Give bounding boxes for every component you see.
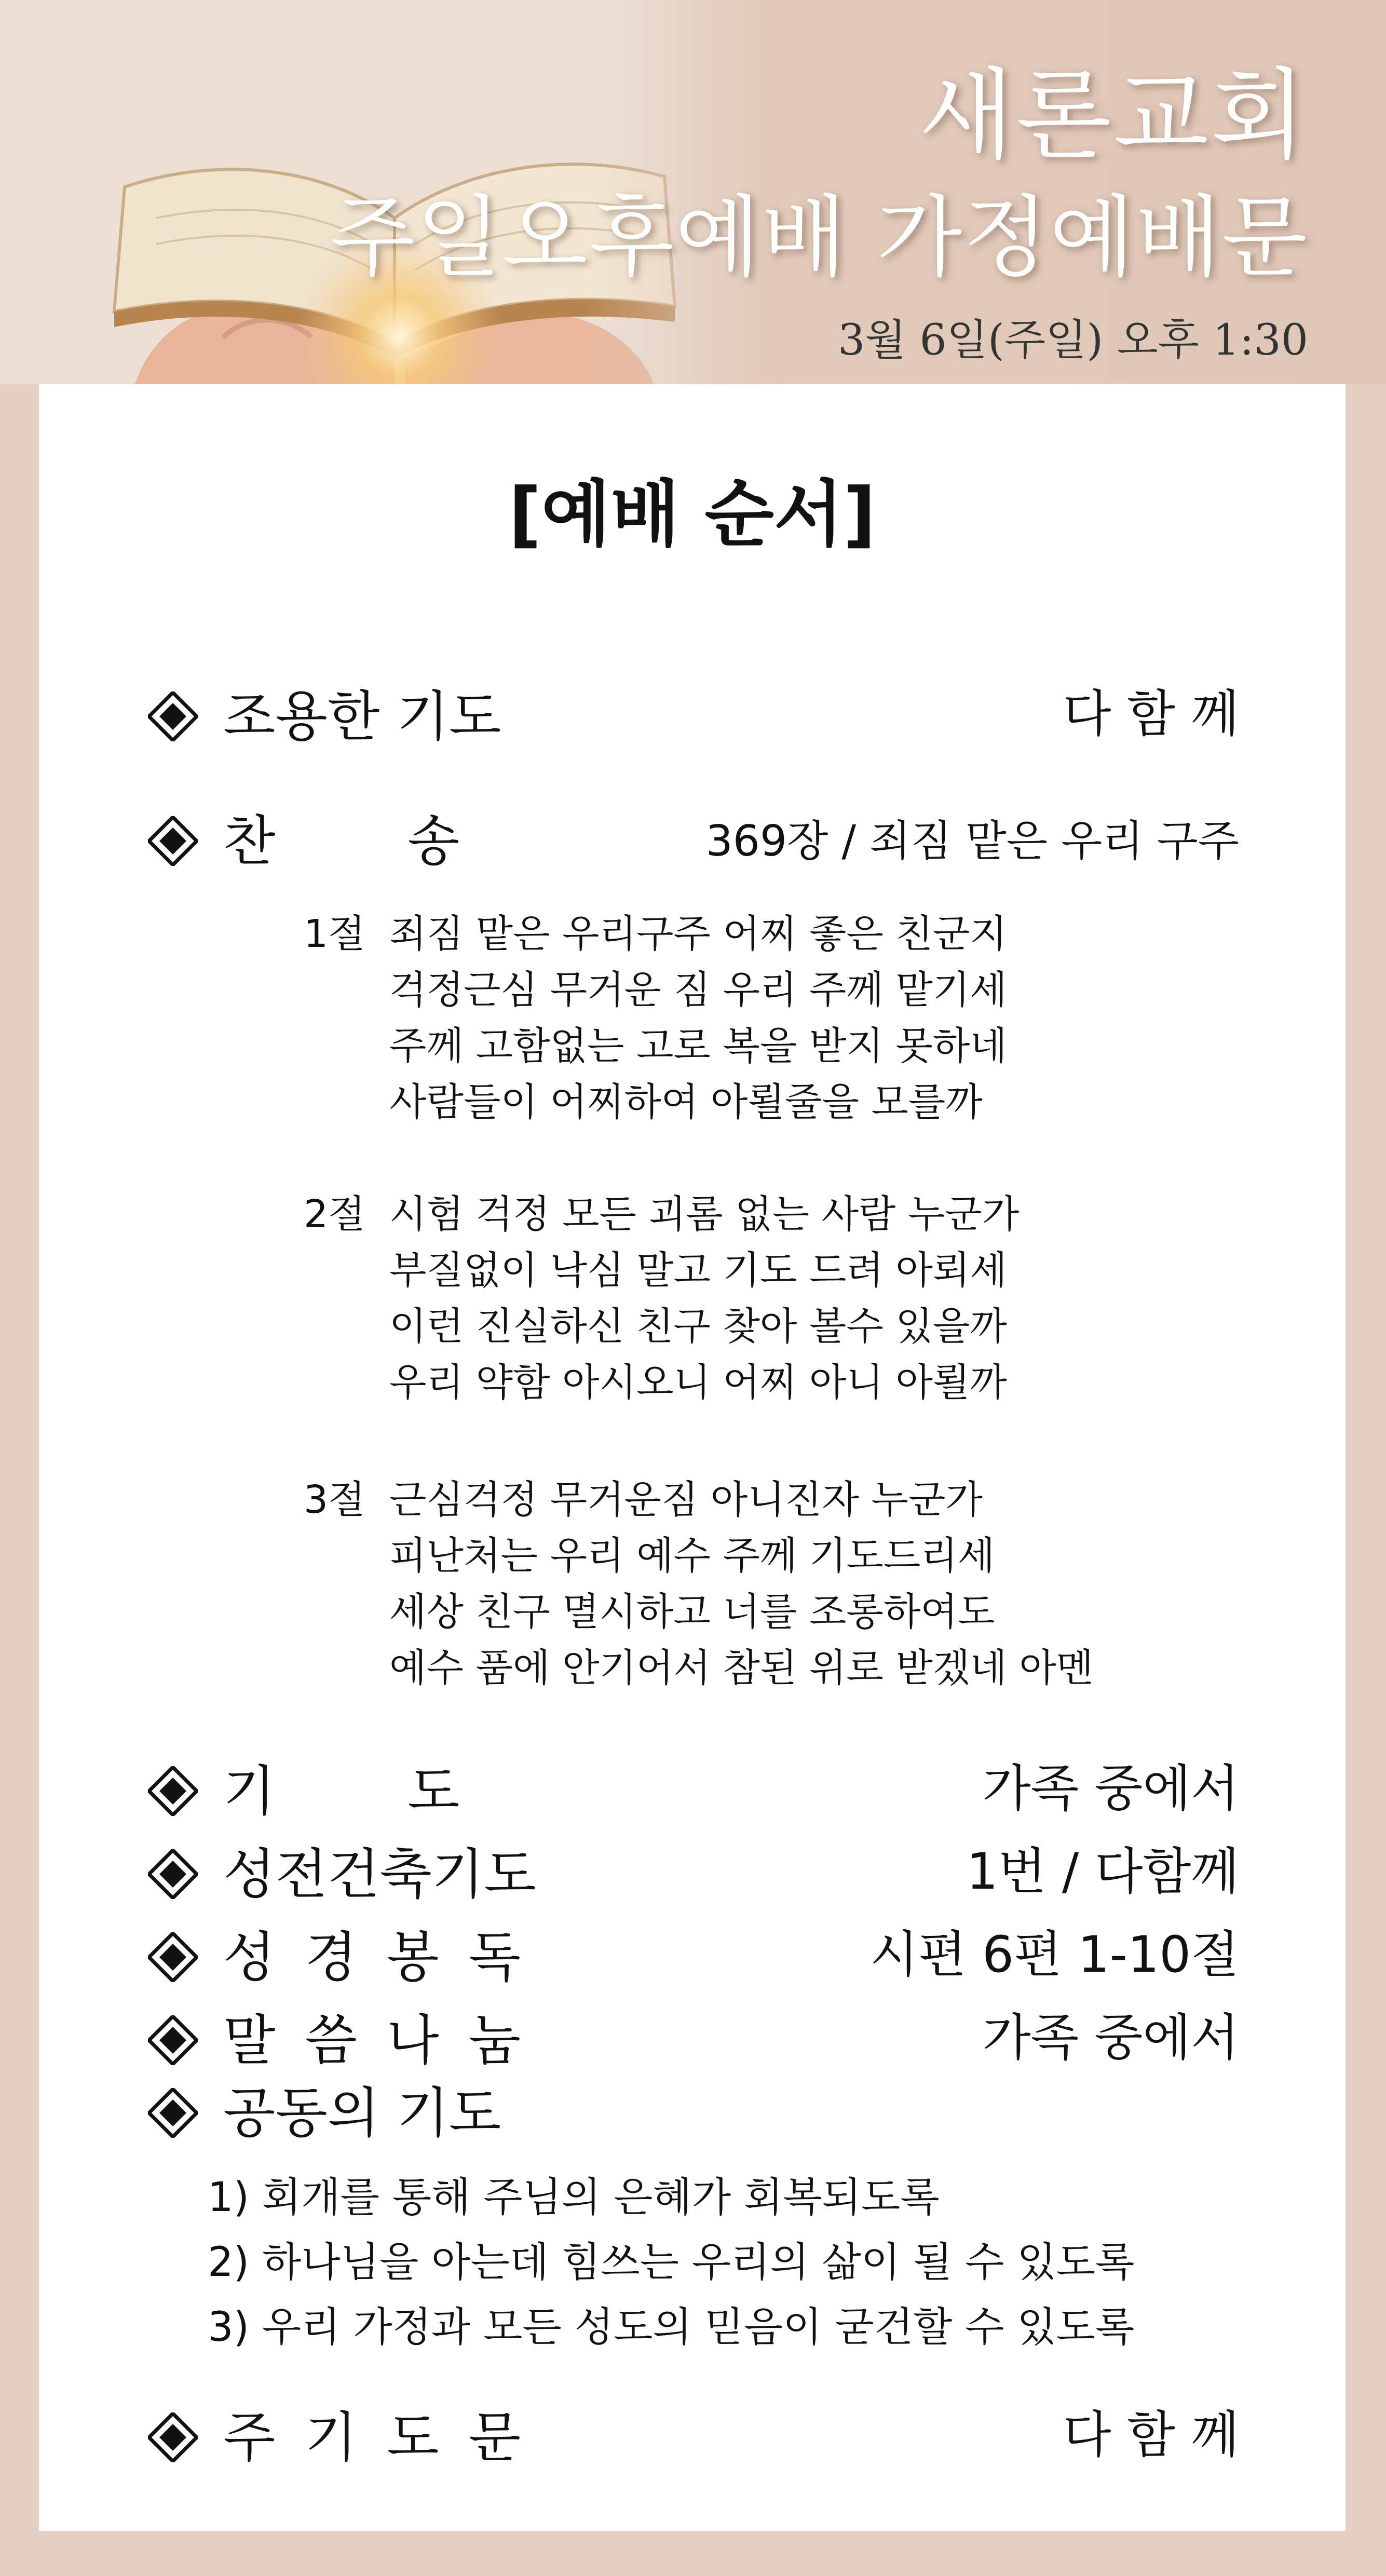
silent-prayer-label: 조용한 기도 <box>223 685 501 748</box>
order-title: [예배 순서] <box>508 472 876 556</box>
sermon-label: 말 씀 나 눔 <box>223 2009 527 2072</box>
hymn-label-second: 송 <box>407 809 460 873</box>
scripture-value: 시편 6편 1-10절 <box>870 1926 1239 1984</box>
verse-line: 사람들이 어찌하여 아뢸줄을 모를까 <box>389 1080 983 1124</box>
building-prayer-row <box>39 1838 1346 1910</box>
lords-prayer-label: 주 기 도 문 <box>223 2406 527 2469</box>
service-date: 3월 6일(주일) 오후 1:30 <box>838 316 1308 365</box>
silent-prayer-value: 다 함 께 <box>1063 685 1239 743</box>
diamond-bullet-icon <box>148 1766 198 1816</box>
header-banner <box>0 0 1386 384</box>
diamond-bullet-icon <box>148 2412 198 2462</box>
verse-line: 걱정근심 무거운 짐 우리 주께 맡기세 <box>389 968 1007 1012</box>
verse-number: 1절 <box>304 912 365 956</box>
verse-line: 피난처는 우리 예수 주께 기도드리세 <box>389 1534 995 1578</box>
scripture-label: 성 경 봉 독 <box>223 1926 527 1989</box>
sermon-row <box>39 2004 1346 2077</box>
common-prayer-item: 1) 회개를 통해 주님의 은혜가 회복되도록 <box>208 2174 940 2221</box>
common-prayer-item: 2) 하나님을 아는데 힘쓰는 우리의 삶이 될 수 있도록 <box>208 2239 1135 2286</box>
diamond-bullet-icon <box>148 692 198 741</box>
prayer-row <box>39 1755 1346 1827</box>
hymn-value: 369장 / 죄짐 맡은 우리 구주 <box>705 817 1239 866</box>
diamond-bullet-icon <box>148 1932 198 1982</box>
verse-line: 시험 걱정 모든 괴롬 없는 사람 누군가 <box>389 1192 1020 1237</box>
diamond-bullet-icon <box>148 2088 198 2138</box>
hymn-row <box>39 805 1346 877</box>
verse-number: 3절 <box>304 1477 365 1522</box>
diamond-bullet-icon <box>148 2015 198 2065</box>
verse-line: 이런 진실하신 친구 찾아 볼수 있을까 <box>389 1304 1007 1349</box>
verse-line: 예수 품에 안기어서 참된 위로 받겠네 아멘 <box>389 1646 1094 1690</box>
verse-number: 2절 <box>304 1192 365 1237</box>
scripture-row <box>39 1921 1346 1994</box>
church-name: 새론교회 <box>918 58 1308 173</box>
prayer-label-first: 기 <box>223 1759 276 1823</box>
verse-line: 근심걱정 무거운짐 아니진자 누군가 <box>389 1477 983 1522</box>
verse-line: 우리 약함 아시오니 어찌 아니 아뢸까 <box>389 1360 1007 1405</box>
diamond-bullet-icon <box>148 1849 198 1899</box>
verse-line: 부질없이 낙심 말고 기도 드려 아뢰세 <box>389 1248 1007 1293</box>
order-card <box>39 384 1346 2531</box>
verse-line: 주께 고함없는 고로 복을 받지 못하네 <box>389 1024 1007 1068</box>
silent-prayer-row <box>39 680 1346 753</box>
verse-line: 죄짐 맡은 우리구주 어찌 좋은 친군지 <box>389 912 1007 956</box>
service-title: 주일오후예배 가정예배문 <box>330 186 1308 289</box>
sermon-value: 가족 중에서 <box>982 2009 1239 2067</box>
common-prayer-label: 공동의 기도 <box>223 2081 501 2145</box>
prayer-label-second: 도 <box>407 1759 460 1823</box>
building-prayer-value: 1번 / 다함께 <box>966 1842 1239 1901</box>
hymn-label-first: 찬 <box>223 809 276 873</box>
building-prayer-label: 성전건축기도 <box>223 1842 536 1906</box>
diamond-bullet-icon <box>148 816 198 866</box>
common-prayer-item: 3) 우리 가정과 모든 성도의 믿음이 굳건할 수 있도록 <box>208 2304 1135 2351</box>
prayer-value: 가족 중에서 <box>982 1759 1239 1818</box>
verse-line: 세상 친구 멸시하고 너를 조롱하여도 <box>389 1590 995 1634</box>
common-prayer-row <box>39 2077 1346 2149</box>
lords-prayer-row <box>39 2401 1346 2474</box>
lords-prayer-value: 다 함 께 <box>1063 2406 1239 2464</box>
